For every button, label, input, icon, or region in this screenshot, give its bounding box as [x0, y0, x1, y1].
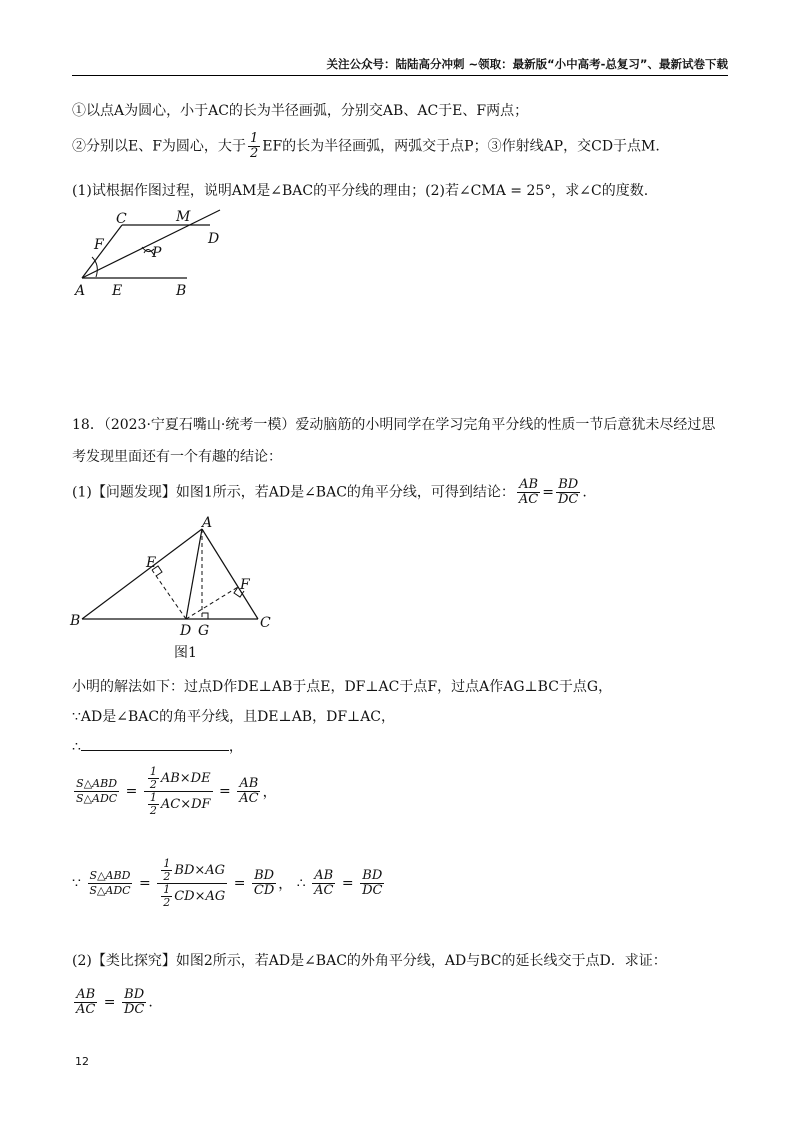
label-f: F	[94, 237, 104, 253]
header-rule	[72, 75, 728, 76]
half-product-fraction	[157, 858, 227, 909]
equals-sign: =	[341, 875, 354, 892]
perp-df	[186, 587, 238, 619]
side-ac	[202, 529, 258, 619]
area-fraction	[87, 869, 132, 898]
solution-intro: 小明的解法如下：过点D作DE⊥AB于点E，DF⊥AC于点F，过点A作AG⊥BC于点G，	[72, 679, 613, 695]
area-fraction	[74, 777, 119, 806]
half-numerator	[144, 766, 213, 792]
ratio-bd-dc	[556, 478, 580, 507]
equals-sign: =	[103, 994, 116, 1011]
arc-ef	[92, 257, 97, 277]
label-d: D	[180, 623, 192, 639]
ratio-ab-ac	[517, 478, 540, 507]
area-denominator: S△ADC	[89, 884, 131, 897]
q17-step1: ①以点A为圆心，小于AC的长为半径画弧，分别交AB、AC于E、F两点；	[72, 103, 529, 119]
half-denominator	[144, 792, 213, 817]
label-e: E	[146, 555, 157, 571]
label-f: F	[240, 577, 250, 593]
equals-sign: =	[125, 783, 138, 800]
two: 2	[163, 870, 171, 883]
frac-denominator: DC	[558, 492, 579, 507]
area-denominator: S△ADC	[76, 792, 118, 805]
comma: ，	[262, 784, 277, 801]
ratio-bd-dc	[122, 988, 146, 1017]
label-c: C	[260, 615, 271, 631]
half-numerator	[157, 858, 227, 884]
half	[161, 884, 172, 909]
because-symbol: ∵	[72, 875, 81, 892]
two: 2	[149, 778, 157, 791]
ratio-ab-ac	[74, 988, 97, 1017]
frac-denominator: AC	[239, 791, 259, 806]
two: 2	[149, 804, 157, 817]
frac-denominator: AC	[76, 1002, 96, 1017]
q18-intro-line1: 18．（2023·宁夏石嘴山·统考一模）爱动脑筋的小明同学在学习完角平分线的性质一节后意犹未尽经过思	[72, 417, 716, 433]
half-product-fraction	[144, 766, 213, 817]
frac-denominator: AC	[518, 492, 539, 507]
comma: ，	[278, 876, 293, 893]
q18-part1-text: (1)【问题发现】如图1所示，若AD是∠BAC的角平分线，可得到结论：	[72, 484, 515, 501]
area-ratio-1	[72, 766, 277, 817]
q17-step2-start: ②分别以E、F为圆心，大于	[72, 138, 246, 155]
frac-denominator: AC	[314, 883, 334, 898]
label-a: A	[202, 515, 213, 531]
frac-numerator: BD	[124, 987, 145, 1002]
final-ratio-left	[312, 869, 335, 898]
perp-de	[152, 570, 186, 619]
therefore-line	[72, 736, 243, 756]
half	[161, 858, 172, 883]
q17-step2-end: EF的长为半径画弧，两弧交于点P；③作射线AP，交CD于点M.	[262, 138, 660, 155]
frac-denominator: CD	[253, 883, 275, 898]
half	[148, 792, 159, 817]
q17-question: (1)试根据作图过程，说明AM是∠BAC的平分线的理由；(2)若∠CMA = 25°，求∠C的度数.	[72, 183, 649, 199]
frac-denominator: 2	[249, 146, 259, 161]
frac-numerator: BD	[254, 868, 275, 883]
label-c: C	[116, 211, 127, 227]
one: 1	[163, 883, 171, 896]
expr-cd-ag: CD×AG	[174, 889, 226, 904]
period: .	[148, 994, 153, 1011]
equals-sign: =	[139, 875, 151, 892]
frac-numerator: 1	[249, 131, 259, 146]
frac-numerator: AB	[314, 868, 334, 883]
frac-numerator: AB	[239, 776, 259, 791]
area-numerator: S△ABD	[89, 869, 131, 882]
one: 1	[163, 857, 171, 870]
label-g: G	[198, 623, 210, 639]
one: 1	[149, 765, 157, 778]
q17-step2	[72, 132, 660, 161]
page-header: 关注公众号：陆陆高分冲刺 ~领取：最新版“小中高考-总复习”、最新试卷下载	[326, 57, 728, 71]
area-ratio-2	[72, 858, 386, 909]
q18-part2-conclusion	[72, 988, 153, 1017]
figure-1	[68, 515, 288, 660]
frac-numerator: AB	[519, 477, 539, 492]
equals-sign: =	[233, 875, 246, 892]
page-number: 12	[75, 1055, 89, 1068]
frac-numerator: BD	[362, 868, 383, 883]
label-m: M	[176, 209, 191, 225]
q18-part2: (2)【类比探究】如图2所示，若AD是∠BAC的外角平分线，AD与BC的延长线交于点D．求证：	[72, 953, 667, 969]
figure-caption: 图1	[174, 645, 197, 660]
bisector-ad	[186, 529, 202, 619]
half-denominator	[157, 884, 227, 909]
label-e: E	[112, 283, 123, 299]
two: 2	[163, 896, 171, 909]
q18-intro-line2: 考发现里面还有一个有趣的结论：	[72, 449, 282, 465]
frac-numerator: AB	[76, 987, 96, 1002]
frac-numerator: BD	[558, 477, 579, 492]
expr-ac-df: AC×DF	[160, 797, 211, 812]
q17-step2-fraction	[248, 132, 260, 161]
comma: ，	[228, 739, 243, 755]
label-b: B	[176, 283, 187, 299]
equals-sign: =	[219, 783, 231, 800]
label-b: B	[70, 613, 81, 629]
result-fraction	[252, 869, 276, 898]
one: 1	[149, 791, 157, 804]
therefore-symbol: ∴	[296, 875, 306, 892]
period: .	[582, 484, 587, 501]
q17-figure	[70, 205, 250, 305]
answer-blank[interactable]	[81, 738, 229, 751]
label-p: P	[152, 245, 162, 261]
expr-bd-ag: BD×AG	[174, 863, 226, 878]
equals-sign: =	[542, 484, 554, 501]
area-numerator: S△ABD	[76, 777, 118, 790]
q18-part1	[72, 478, 587, 507]
side-ab	[82, 529, 202, 619]
frac-denominator: DC	[123, 1002, 145, 1017]
frac-denominator: DC	[362, 883, 383, 898]
right-angle-g	[202, 613, 208, 619]
label-d: D	[208, 231, 220, 247]
expr-ab-de: AB×DE	[160, 771, 211, 786]
label-a: A	[75, 283, 86, 299]
final-ratio-right	[360, 869, 384, 898]
therefore-symbol: ∴	[72, 739, 81, 755]
result-fraction	[237, 777, 260, 806]
because-line: ∵AD是∠BAC的角平分线，且DE⊥AB，DF⊥AC，	[72, 709, 396, 725]
half	[148, 766, 159, 791]
